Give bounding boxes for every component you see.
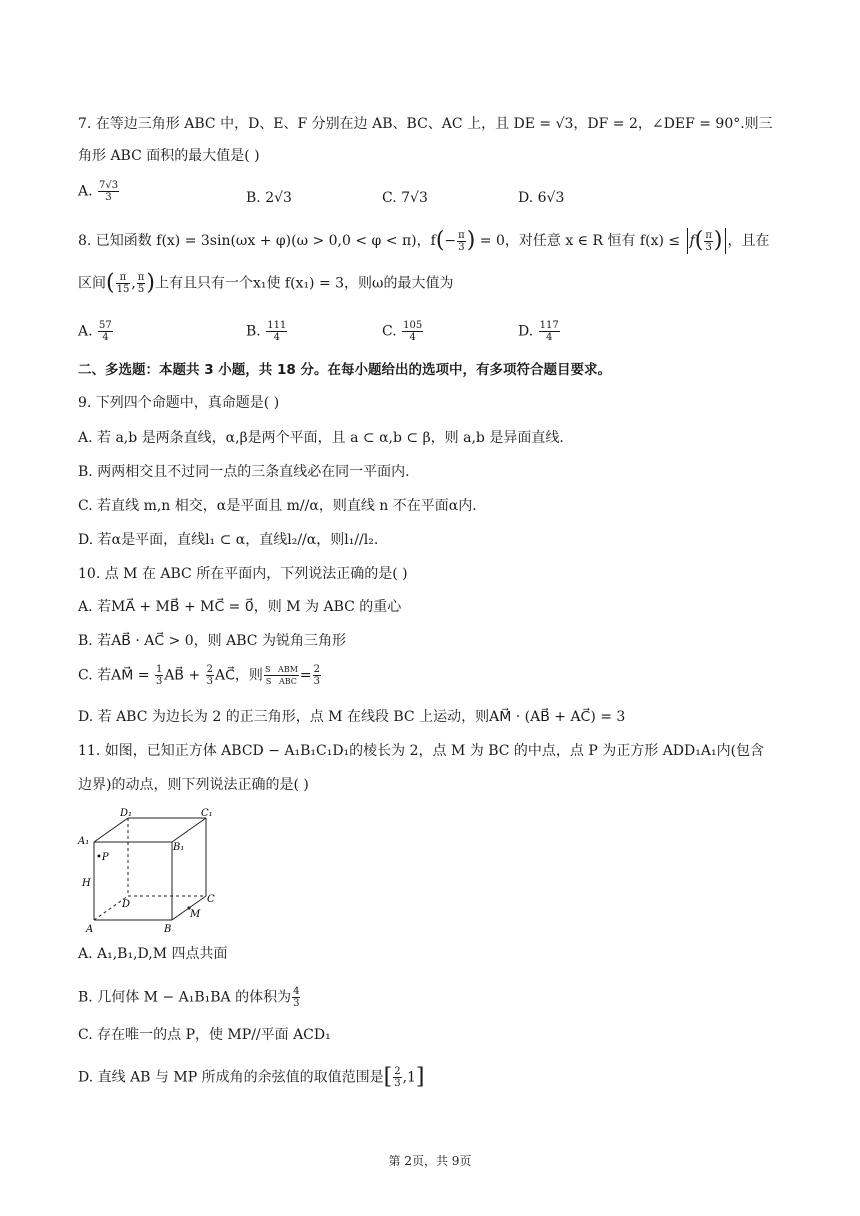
q11d-part: ,1 — [402, 1069, 416, 1086]
q10-option-b: B. 若AB⃗ · AC⃗ > 0，则 ABC 为锐角三角形 — [78, 633, 346, 649]
bracket-right: ] — [415, 1064, 425, 1090]
numerator: 2 — [394, 1066, 401, 1077]
numerator: 4 — [293, 986, 300, 997]
label-b1: B₁ — [173, 842, 185, 853]
fraction — [98, 180, 119, 203]
q11-line2: 边界)的动点，则下列说法正确的是( ) — [78, 777, 309, 793]
denominator: 3 — [155, 676, 163, 687]
fraction — [393, 1066, 401, 1089]
denominator: 4 — [102, 332, 109, 343]
numerator: π — [116, 272, 131, 284]
q10-option-d: D. 若 ABC 为边长为 2 的正三角形，点 M 在线段 BC 上运动，则AM⃗ · (AB⃗ + AC⃗) = 3 — [78, 709, 626, 725]
fraction — [292, 986, 300, 1009]
numerator: 105 — [403, 320, 423, 331]
q10c-part: = — [299, 667, 312, 684]
label-b: B — [164, 924, 172, 935]
label-p: •P — [96, 852, 109, 863]
q7-option-b: B. 2√3 — [246, 190, 292, 206]
denominator: 3 — [105, 192, 112, 203]
q8-line1-part-c: ，且在 — [727, 233, 770, 249]
q9-stem: 9. 下列四个命题中，真命题是( ) — [78, 395, 280, 411]
numerator: 57 — [99, 320, 112, 331]
q10c-part: C. 若AM⃗ = — [78, 667, 154, 684]
q9-option-a: A. 若 a,b 是两条直线，α,β是两个平面，且 a ⊂ α,b ⊂ β，则 a,b 是异面直线. — [78, 430, 564, 446]
q8-line1-part-a: 8. 已知函数 f(x) = 3sin(ωx + φ)(ω > 0,0 < φ < π)，f — [78, 233, 436, 249]
fraction — [206, 664, 214, 687]
denominator: 3 — [313, 676, 321, 687]
numerator: 2 — [313, 664, 321, 675]
option-label: A. — [78, 323, 93, 340]
denominator: 3 — [458, 241, 465, 253]
fraction — [457, 230, 466, 253]
fraction — [704, 230, 713, 253]
denominator: 5 — [137, 284, 145, 295]
numerator: π — [458, 229, 465, 241]
fraction — [98, 320, 113, 343]
q11b-part: B. 几何体 M − A₁B₁BA 的体积为 — [78, 989, 292, 1006]
q7-options — [78, 180, 778, 210]
edge-b1c1 — [172, 818, 206, 842]
edge-a1d1 — [94, 818, 128, 842]
q10-stem: 10. 点 M 在 ABC 所在平面内，下列说法正确的是( ) — [78, 566, 408, 582]
q9-option-d: D. 若α是平面，直线l₁ ⊂ α，直线l₂//α，则l₁//l₂. — [78, 532, 379, 548]
label-a: A — [86, 924, 94, 935]
denominator: 3 — [293, 998, 300, 1009]
q10c-part: AC⃗，则 — [215, 667, 263, 684]
fraction — [266, 320, 287, 343]
q8-line1: 8. 已知函数 f(x) = 3sin(ωx + φ)(ω > 0,0 < φ < π)，f(− $\frac{\pi}{3}$ ) = 0，对任意 x ∈ R 恒有 f(x) ≤ f( $\frac{\pi}{3}$ ) ，且在 — [78, 228, 770, 253]
q8-options — [78, 320, 778, 350]
area-ratio — [264, 664, 299, 687]
q8-line1-part-b: = 0，对任意 x ∈ R 恒有 f(x) ≤ — [479, 233, 681, 249]
numerator: 111 — [267, 320, 287, 331]
section-heading: 二、多选题：本题共 3 小题，共 18 分。在每小题给出的选项中，有多项符合题目要求。 — [78, 362, 611, 378]
cube-figure — [76, 806, 216, 936]
q11-line1: 11. 如图，已知正方体 ABCD − A₁B₁C₁D₁的棱长为 2，点 M 为 BC 的中点，点 P 为正方形 ADD₁A₁内(包含 — [78, 743, 765, 759]
q8-option-c — [382, 320, 424, 343]
q8-option-d — [518, 320, 561, 343]
numerator: 7√3 — [99, 180, 119, 191]
label-d: D — [122, 899, 131, 910]
label-d1: D₁ — [120, 808, 133, 819]
q11-option-c: C. 存在唯一的点 P，使 MP//平面 ACD₁ — [78, 1027, 331, 1043]
q11-option-b — [78, 986, 301, 1009]
numerator: S ABM — [264, 665, 298, 674]
q7-line1: 7. 在等边三角形 ABC 中，D、E、F 分别在边 AB、BC、AC 上，且 DE = √3，DF = 2，∠DEF = 90°.则三 — [78, 116, 773, 132]
fraction — [116, 272, 131, 295]
q9-option-b: B. 两两相交且不过同一点的三条直线必在同一平面内. — [78, 464, 410, 480]
label-c: C — [207, 894, 215, 905]
q7-option-a — [78, 180, 120, 203]
option-label: A. — [78, 183, 93, 200]
option-label: B. — [246, 323, 261, 340]
q7-option-d: D. 6√3 — [518, 190, 565, 206]
label-m: M — [190, 909, 201, 920]
q7-option-c: C. 7√3 — [382, 190, 428, 206]
numerator: 1 — [155, 664, 163, 675]
denominator: 15 — [116, 284, 130, 295]
denominator: 4 — [409, 332, 416, 343]
fraction — [155, 664, 163, 687]
option-label: C. — [382, 323, 397, 340]
q8-option-a — [78, 320, 114, 343]
q10-option-a: A. 若MA⃗ + MB⃗ + MC⃗ = 0⃗，则 M 为 ABC 的重心 — [78, 599, 402, 615]
q8-line2-part-a: 区间 — [78, 275, 106, 292]
q10c-part: AB⃗ + — [164, 667, 205, 684]
label-c1: C₁ — [201, 808, 213, 819]
numerator: 117 — [539, 320, 559, 331]
label-h: H — [82, 878, 91, 889]
denominator: S ABC — [265, 677, 297, 686]
option-label: D. — [518, 323, 534, 340]
denominator: 4 — [546, 332, 553, 343]
label-a1: A₁ — [78, 836, 90, 847]
q8-line2: 区间( $\frac{\pi}{15}$ , $\frac{\pi}{5}$ )上有且只有一个x₁使 f(x₁) = 3，则ω的最大值为 — [78, 270, 454, 296]
numerator: π — [705, 229, 712, 241]
fraction — [313, 664, 321, 687]
q8-option-b — [246, 320, 288, 343]
bracket-left: [ — [383, 1064, 393, 1090]
q11-option-a: A. A₁,B₁,D,M 四点共面 — [78, 946, 228, 962]
page-footer: 第 2页，共 9页 — [388, 1154, 472, 1168]
numerator: π — [137, 272, 145, 283]
denominator: 3 — [206, 676, 214, 687]
q7-line2: 角形 ABC 面积的最大值是( ) — [78, 148, 260, 164]
fraction — [137, 272, 146, 295]
q10-option-c — [78, 664, 322, 687]
q8-line2-part-b: 上有且只有一个x₁使 f(x₁) = 3，则ω的最大值为 — [154, 275, 454, 292]
numerator: 2 — [206, 664, 214, 675]
q11d-part: D. 直线 AB 与 MP 所成角的余弦值的取值范围是 — [78, 1069, 384, 1086]
q9-option-c: C. 若直线 m,n 相交，α是平面且 m//α，则直线 n 不在平面α内. — [78, 498, 477, 514]
fraction — [539, 320, 560, 343]
denominator: 3 — [394, 1078, 401, 1089]
q11-option-d — [78, 1066, 425, 1089]
denominator: 3 — [705, 241, 712, 253]
fraction — [402, 320, 423, 343]
denominator: 4 — [273, 332, 280, 343]
